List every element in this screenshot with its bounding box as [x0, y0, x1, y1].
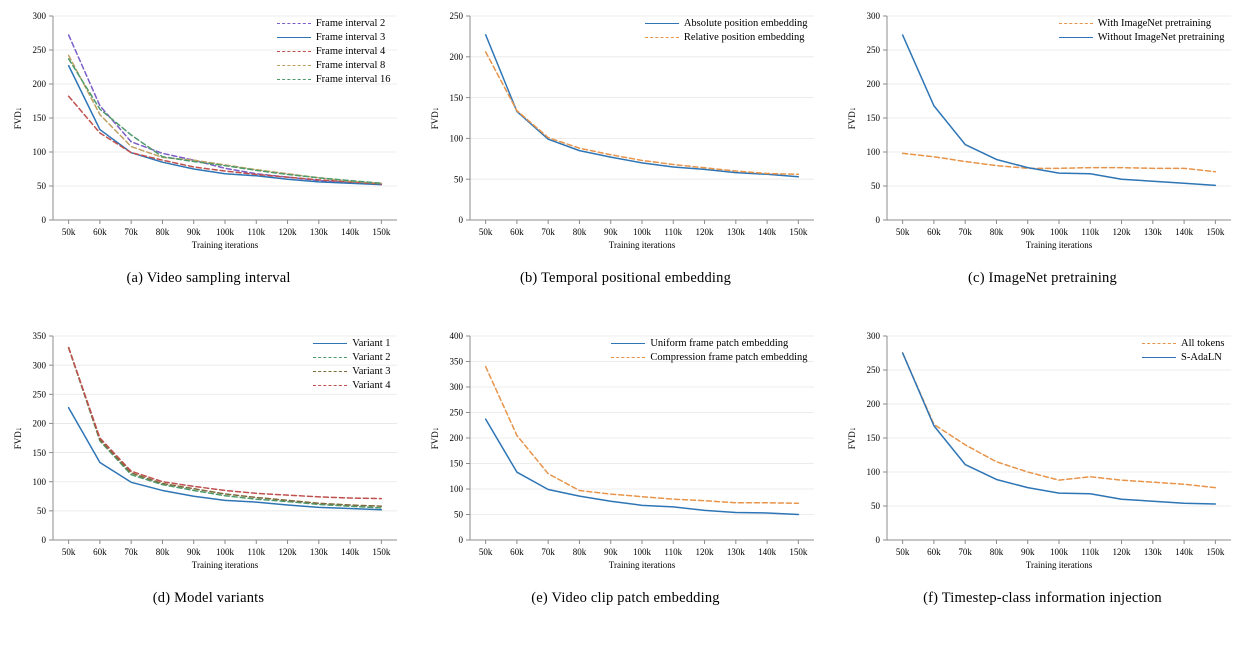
svg-text:60k: 60k: [92, 547, 107, 557]
svg-text:100k: 100k: [215, 227, 234, 237]
svg-text:140k: 140k: [340, 227, 359, 237]
svg-text:200: 200: [32, 418, 46, 429]
svg-text:0: 0: [41, 215, 46, 226]
svg-text:150k: 150k: [788, 227, 807, 237]
svg-text:50k: 50k: [895, 227, 909, 237]
svg-text:100: 100: [32, 147, 46, 158]
svg-text:150: 150: [32, 447, 46, 458]
svg-text:120k: 120k: [278, 547, 297, 557]
y-axis-label: FVD↓: [429, 106, 440, 130]
svg-text:350: 350: [32, 331, 46, 342]
svg-text:110k: 110k: [1080, 227, 1099, 237]
svg-text:140k: 140k: [1174, 547, 1193, 557]
legend-label: Relative position embedding: [683, 32, 805, 43]
panel-caption-c: (c) ImageNet pretraining: [968, 270, 1117, 286]
svg-text:300: 300: [449, 382, 463, 393]
svg-text:150k: 150k: [371, 547, 390, 557]
svg-text:50: 50: [870, 181, 880, 192]
series-line: [902, 353, 1215, 504]
svg-text:90k: 90k: [1020, 547, 1034, 557]
svg-text:50k: 50k: [478, 547, 492, 557]
svg-text:140k: 140k: [340, 547, 359, 557]
svg-text:70k: 70k: [957, 547, 972, 557]
svg-text:60k: 60k: [926, 227, 941, 237]
svg-text:70k: 70k: [123, 227, 138, 237]
svg-text:60k: 60k: [926, 547, 941, 557]
svg-text:350: 350: [449, 356, 463, 367]
svg-text:50k: 50k: [895, 547, 909, 557]
svg-text:0: 0: [41, 535, 46, 546]
svg-text:60k: 60k: [509, 227, 524, 237]
svg-text:130k: 130k: [726, 227, 745, 237]
chart-svg-f: [843, 326, 1243, 584]
svg-text:300: 300: [866, 331, 880, 342]
svg-text:150: 150: [32, 113, 46, 124]
svg-text:100k: 100k: [215, 547, 234, 557]
legend-label: Absolute position embedding: [683, 18, 808, 29]
svg-text:90k: 90k: [186, 227, 200, 237]
svg-text:250: 250: [32, 389, 46, 400]
legend-label: S-AdaLN: [1181, 352, 1222, 363]
svg-text:150: 150: [449, 458, 463, 469]
svg-text:80k: 80k: [155, 547, 169, 557]
series-line: [68, 348, 381, 507]
svg-text:130k: 130k: [309, 227, 328, 237]
svg-text:80k: 80k: [989, 547, 1003, 557]
series-line: [68, 348, 381, 508]
legend-label: Frame interval 4: [315, 46, 386, 57]
svg-text:140k: 140k: [757, 547, 776, 557]
x-axis-label: Training iterations: [1025, 240, 1092, 250]
svg-text:70k: 70k: [123, 547, 138, 557]
svg-text:100: 100: [866, 467, 880, 478]
legend-label: Without ImageNet pretraining: [1097, 32, 1225, 43]
svg-text:100: 100: [866, 147, 880, 158]
svg-text:400: 400: [449, 331, 463, 342]
svg-text:200: 200: [32, 79, 46, 90]
svg-text:90k: 90k: [1020, 227, 1034, 237]
svg-text:50k: 50k: [61, 547, 75, 557]
svg-text:150k: 150k: [1205, 227, 1224, 237]
svg-text:70k: 70k: [540, 547, 555, 557]
legend-label: Variant 3: [352, 366, 391, 377]
legend-label: Variant 4: [352, 380, 391, 391]
svg-text:80k: 80k: [155, 227, 169, 237]
x-axis-label: Training iterations: [608, 240, 675, 250]
svg-text:120k: 120k: [695, 547, 714, 557]
chart-svg-c: [843, 6, 1243, 264]
svg-text:140k: 140k: [1174, 227, 1193, 237]
svg-text:0: 0: [875, 215, 880, 226]
panel-cell-f: [834, 320, 1251, 645]
svg-text:80k: 80k: [989, 227, 1003, 237]
svg-text:110k: 110k: [663, 547, 682, 557]
series-line: [485, 52, 798, 174]
x-axis-label: Training iterations: [191, 240, 258, 250]
legend-label: Frame interval 3: [315, 32, 386, 43]
svg-text:50k: 50k: [478, 227, 492, 237]
legend-label: Variant 2: [352, 352, 391, 363]
panel-caption-b: (b) Temporal positional embedding: [519, 270, 732, 286]
svg-text:200: 200: [449, 52, 463, 62]
series-line: [902, 153, 1215, 171]
panel-caption-a: (a) Video sampling interval: [126, 270, 291, 286]
svg-text:100k: 100k: [1049, 547, 1068, 557]
chart-panel-d: [9, 326, 409, 584]
svg-text:130k: 130k: [1143, 227, 1162, 237]
svg-text:150k: 150k: [788, 547, 807, 557]
svg-text:110k: 110k: [1080, 547, 1099, 557]
svg-text:90k: 90k: [603, 227, 617, 237]
panel-cell-d: [0, 320, 417, 645]
x-axis-label: Training iterations: [191, 560, 258, 570]
svg-text:110k: 110k: [246, 547, 265, 557]
series-line: [68, 96, 381, 184]
panel-cell-c: [834, 0, 1251, 320]
svg-text:120k: 120k: [278, 227, 297, 237]
svg-text:150k: 150k: [1205, 547, 1224, 557]
svg-text:90k: 90k: [603, 547, 617, 557]
panel-caption-d: (d) Model variants: [152, 590, 265, 606]
svg-text:50: 50: [453, 509, 463, 520]
chart-panel-e: [426, 326, 826, 584]
chart-panel-f: [843, 326, 1243, 584]
legend-label: Frame interval 16: [315, 74, 391, 85]
chart-svg-a: [9, 6, 409, 264]
svg-text:90k: 90k: [186, 547, 200, 557]
chart-svg-e: [426, 326, 826, 584]
chart-panel-a: [9, 6, 409, 264]
y-axis-label: FVD↓: [12, 426, 23, 450]
svg-text:100k: 100k: [632, 227, 651, 237]
svg-text:70k: 70k: [957, 227, 972, 237]
svg-text:200: 200: [866, 399, 880, 410]
svg-text:150: 150: [449, 92, 463, 103]
svg-text:140k: 140k: [757, 227, 776, 237]
y-axis-label: FVD↓: [846, 426, 857, 450]
svg-text:130k: 130k: [309, 547, 328, 557]
svg-text:0: 0: [875, 535, 880, 546]
legend-label: With ImageNet pretraining: [1097, 18, 1212, 29]
series-line: [485, 35, 798, 177]
svg-text:100: 100: [449, 484, 463, 495]
panel-cell-e: [417, 320, 834, 645]
svg-text:50: 50: [36, 181, 46, 192]
panel-cell-b: [417, 0, 834, 320]
svg-text:0: 0: [458, 215, 463, 226]
svg-text:50: 50: [36, 506, 46, 517]
panel-caption-e: (e) Video clip patch embedding: [531, 590, 720, 606]
svg-text:250: 250: [32, 45, 46, 56]
svg-text:250: 250: [449, 11, 463, 22]
svg-text:250: 250: [866, 45, 880, 56]
chart-svg-d: [9, 326, 409, 584]
svg-text:120k: 120k: [1112, 227, 1131, 237]
legend-label: Variant 1: [352, 338, 391, 349]
legend-label: Frame interval 8: [315, 60, 386, 71]
svg-text:100: 100: [32, 476, 46, 487]
y-axis-label: FVD↓: [12, 106, 23, 130]
svg-text:50: 50: [453, 174, 463, 185]
svg-text:100k: 100k: [632, 547, 651, 557]
svg-text:0: 0: [458, 535, 463, 546]
series-line: [902, 35, 1215, 185]
svg-text:150: 150: [866, 433, 880, 444]
y-axis-label: FVD↓: [846, 106, 857, 130]
series-line: [68, 66, 381, 185]
series-line: [68, 35, 381, 184]
x-axis-label: Training iterations: [1025, 560, 1092, 570]
series-line: [485, 419, 798, 514]
svg-text:110k: 110k: [663, 227, 682, 237]
legend-label: Frame interval 2: [315, 18, 386, 29]
x-axis-label: Training iterations: [608, 560, 675, 570]
series-line: [68, 55, 381, 183]
chart-svg-b: [426, 6, 826, 264]
svg-text:80k: 80k: [572, 547, 586, 557]
svg-text:110k: 110k: [246, 227, 265, 237]
panel-cell-a: [0, 0, 417, 320]
svg-text:60k: 60k: [509, 547, 524, 557]
series-line: [902, 353, 1215, 488]
y-axis-label: FVD↓: [429, 426, 440, 450]
svg-text:250: 250: [449, 407, 463, 418]
svg-text:200: 200: [866, 79, 880, 90]
svg-text:50k: 50k: [61, 227, 75, 237]
svg-text:60k: 60k: [92, 227, 107, 237]
svg-text:70k: 70k: [540, 227, 555, 237]
svg-text:250: 250: [866, 365, 880, 376]
svg-text:120k: 120k: [1112, 547, 1131, 557]
chart-panel-c: [843, 6, 1243, 264]
svg-text:300: 300: [32, 11, 46, 22]
svg-text:300: 300: [866, 11, 880, 22]
svg-text:130k: 130k: [1143, 547, 1162, 557]
legend-label: Uniform frame patch embedding: [650, 338, 789, 349]
chart-panel-b: [426, 6, 826, 264]
svg-text:150: 150: [866, 113, 880, 124]
svg-text:200: 200: [449, 433, 463, 444]
svg-text:100: 100: [449, 133, 463, 144]
svg-text:120k: 120k: [695, 227, 714, 237]
panel-caption-f: (f) Timestep-class information injection: [923, 590, 1162, 606]
svg-text:100k: 100k: [1049, 227, 1068, 237]
svg-text:130k: 130k: [726, 547, 745, 557]
svg-text:50: 50: [870, 501, 880, 512]
svg-text:80k: 80k: [572, 227, 586, 237]
svg-text:150k: 150k: [371, 227, 390, 237]
legend-label: All tokens: [1181, 338, 1225, 349]
legend-label: Compression frame patch embedding: [650, 352, 808, 363]
svg-text:300: 300: [32, 360, 46, 371]
